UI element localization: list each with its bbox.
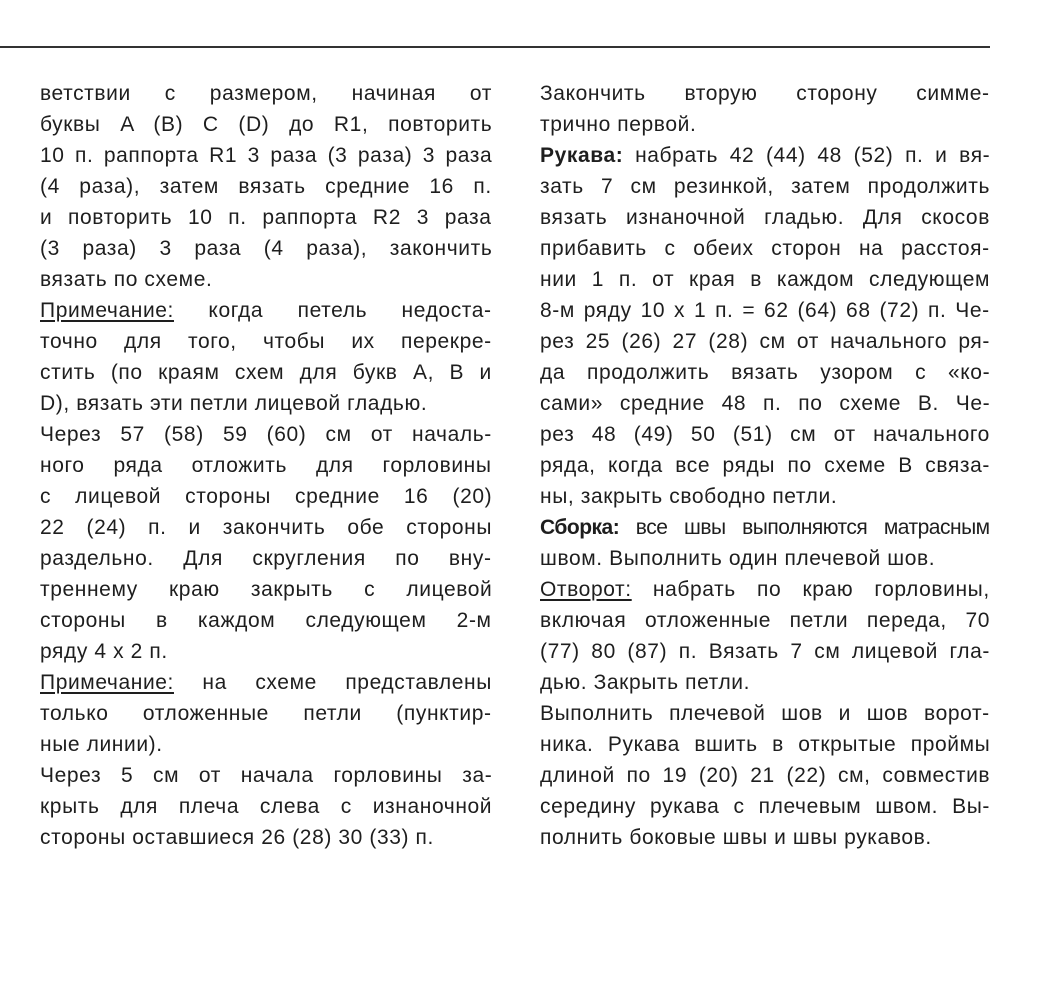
line-text: трично первой. <box>540 113 697 136</box>
note-label: Примечание: <box>40 671 174 694</box>
text-line <box>40 512 492 543</box>
line-text: вязать по схеме. <box>40 268 213 291</box>
line-text: ны, закрыть свободно петли. <box>540 485 838 508</box>
line-text: дью. Закрыть петли. <box>540 671 751 694</box>
text-line <box>40 419 492 450</box>
note-label: Отворот: <box>540 578 632 601</box>
line-text: когда петель недоста- <box>173 299 492 322</box>
text-line <box>40 729 492 760</box>
line-text: ные линии). <box>40 733 163 756</box>
line-text: 8-м ряду 10 х 1 п. = 62 (64) 68 (72) п. Че- <box>540 299 990 322</box>
line-text: полнить боковые швы и швы рукавов. <box>540 826 932 849</box>
text-line <box>40 791 492 822</box>
line-text: крыть для плеча слева с изнаночной <box>40 795 493 818</box>
text-line <box>540 791 990 822</box>
text-line <box>540 481 990 512</box>
line-text: ветствии с размером, начиная от <box>40 82 492 105</box>
section-heading: Рукава: <box>540 144 624 167</box>
line-text: середину рукава с плечевым швом. Вы- <box>540 795 991 818</box>
line-text: сами» средние 48 п. по схеме B. Че- <box>540 392 991 415</box>
text-line <box>540 822 990 853</box>
line-text: (4 раза), затем вязать средние 16 п. <box>40 175 492 198</box>
line-text: длиной по 19 (20) 21 (22) см, совместив <box>540 764 991 787</box>
text-line <box>540 388 990 419</box>
text-line <box>40 388 492 419</box>
line-text: рез 48 (49) 50 (51) см от начального <box>540 423 990 446</box>
text-line <box>40 233 492 264</box>
text-line <box>40 667 492 698</box>
line-text: стороны в каждом следующем 2-м <box>40 609 492 632</box>
text-line <box>40 78 492 109</box>
text-line <box>540 326 990 357</box>
text-line <box>540 78 990 109</box>
text-line <box>40 171 492 202</box>
line-text: набрать 42 (44) 48 (52) п. и вя- <box>623 144 991 167</box>
text-line <box>40 481 492 512</box>
line-text: набрать по краю горловины, <box>631 578 990 601</box>
text-line <box>40 109 492 140</box>
text-line <box>40 326 492 357</box>
line-text: точно для того, чтобы их перекре- <box>40 330 492 353</box>
note-label: Примечание: <box>40 299 174 322</box>
text-line <box>540 140 990 171</box>
text-line <box>40 450 492 481</box>
line-text: рез 25 (26) 27 (28) см от начального ря- <box>540 330 990 353</box>
line-text: (77) 80 (87) п. Вязать 7 см лицевой гла- <box>540 640 991 663</box>
text-line <box>40 822 492 853</box>
line-text: включая отложенные петли переда, 70 <box>540 609 991 632</box>
text-line <box>540 233 990 264</box>
line-text: ряду 4 х 2 п. <box>40 640 168 663</box>
line-text: нии 1 п. от края в каждом следующем <box>540 268 991 291</box>
text-line <box>540 543 990 574</box>
text-line <box>40 202 492 233</box>
text-line <box>540 202 990 233</box>
line-text: Через 57 (58) 59 (60) см от началь- <box>40 423 492 446</box>
text-line <box>540 574 990 605</box>
text-line <box>540 450 990 481</box>
text-line <box>40 140 492 171</box>
line-text: вязать изнаночной гладью. Для скосов <box>540 206 990 229</box>
line-text: буквы A (B) C (D) до R1, повторить <box>40 113 493 136</box>
text-line <box>540 729 990 760</box>
text-line <box>540 512 990 543</box>
text-line <box>540 419 990 450</box>
text-line <box>40 264 492 295</box>
text-line <box>40 295 492 326</box>
line-text: да продолжить вязать узором с «ко- <box>540 361 991 384</box>
line-text: зать 7 см резинкой, затем продолжить <box>540 175 990 198</box>
text-line <box>540 667 990 698</box>
right-text-column <box>540 78 990 853</box>
line-text: и повторить 10 п. раппорта R2 3 раза <box>40 206 492 229</box>
section-heading: Сборка: <box>540 516 620 539</box>
line-text: треннему краю закрыть с лицевой <box>40 578 493 601</box>
text-line <box>540 605 990 636</box>
text-line <box>40 543 492 574</box>
line-text: Закончить вторую сторону симме- <box>540 82 990 105</box>
text-line <box>40 357 492 388</box>
text-line <box>540 357 990 388</box>
line-text: Через 5 см от начала горловины за- <box>40 764 493 787</box>
text-line <box>40 760 492 791</box>
line-text: все швы выполняются матрасным <box>619 516 990 539</box>
text-line <box>540 264 990 295</box>
text-line <box>540 698 990 729</box>
line-text: с лицевой стороны средние 16 (20) <box>40 485 493 508</box>
line-text: 22 (24) п. и закончить обе стороны <box>40 516 493 539</box>
text-line <box>540 760 990 791</box>
line-text: раздельно. Для скругления по вну- <box>40 547 492 570</box>
text-line <box>540 295 990 326</box>
text-line <box>540 109 990 140</box>
text-line <box>540 636 990 667</box>
left-text-column <box>40 78 492 853</box>
line-text: Выполнить плечевой шов и шов ворот- <box>540 702 990 725</box>
line-text: швом. Выполнить один плечевой шов. <box>540 547 936 570</box>
line-text: стороны оставшиеся 26 (28) 30 (33) п. <box>40 826 434 849</box>
line-text: на схеме представлены <box>173 671 492 694</box>
text-line <box>40 605 492 636</box>
line-text: ника. Рукава вшить в открытые проймы <box>540 733 991 756</box>
line-text: (3 раза) 3 раза (4 раза), закончить <box>40 237 493 260</box>
text-line <box>40 574 492 605</box>
line-text: ного ряда отложить для горловины <box>40 454 492 477</box>
text-line <box>40 698 492 729</box>
line-text: прибавить с обеих сторон на расстоя- <box>540 237 990 260</box>
line-text: 10 п. раппорта R1 3 раза (3 раза) 3 раза <box>40 144 493 167</box>
top-rule <box>0 46 990 48</box>
text-line <box>540 171 990 202</box>
line-text: стить (по краям схем для букв A, B и <box>40 361 492 384</box>
line-text: D), вязать эти петли лицевой гладью. <box>40 392 428 415</box>
line-text: только отложенные петли (пунктир- <box>40 702 492 725</box>
line-text: ряда, когда все ряды по схеме B связа- <box>540 454 990 477</box>
text-line <box>40 636 492 667</box>
